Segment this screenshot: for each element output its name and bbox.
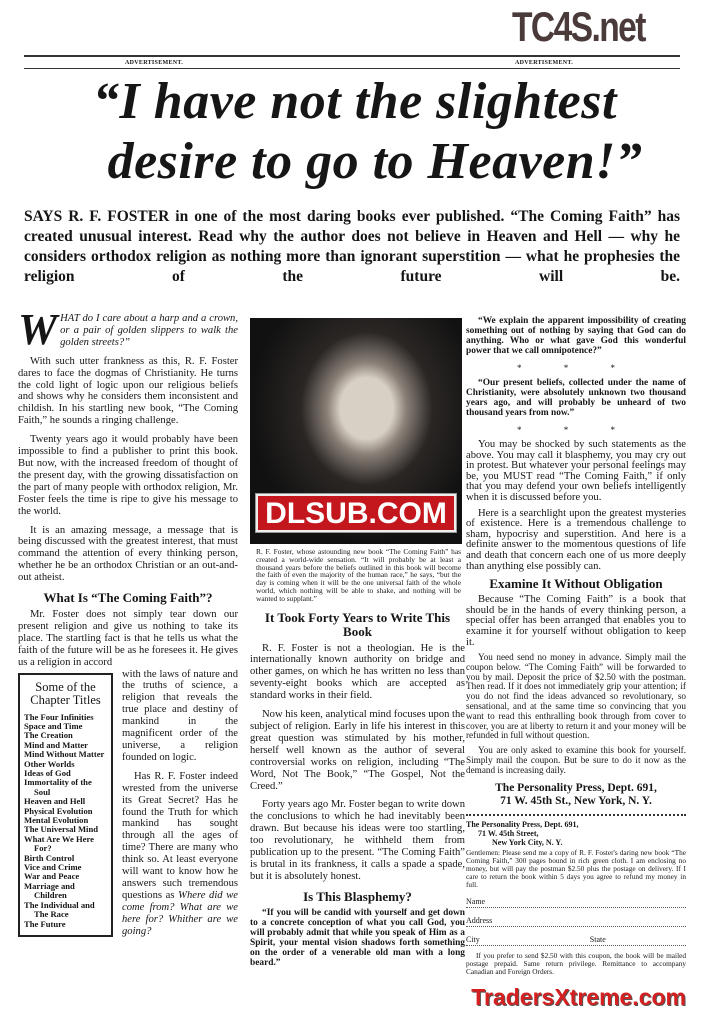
pull-quote: “Our present beliefs, collected under the name of Christianity, were absolutely unknown two thousand years ago, and will probably be unheard of two thousand years from now.” [466,378,686,418]
paragraph: You need send no money in advance. Simply mail the coupon below. “The Coming Faith” will be forwarded to you by mail. Deposit the price of $2.50 with the postman. Then read. If it does not immediately grip your attention; if you do not find the ideas advanced so revolutionary, so sensational, and at the same time so convincing that you want to read this enthralling book through from cover to cover, you are at liberty to return it and your money will be refunded in full without question. [466,652,686,741]
coupon-body: Gentlemen: Please send me a copy of R. F. Foster's daring new book “The Coming Faith,” 300 pages bound in rich green cloth. I am enclosing no money, but will pay the postman $2.50 plus the postage on delivery. If I care to return the book within 5 days you agree to refund my money in full. [466,847,686,889]
chapter-title: Marriage and Children [24,880,75,901]
section-heading: Is This Blasphemy? [303,888,412,904]
headline [20,72,690,192]
chapter-title: What Are We Here For? [24,833,94,854]
chapter-box-title: Some of the Chapter Titles [30,679,101,707]
headline-line: “I have not the slightest [93,73,617,130]
paragraph: It is an amazing message, a message that is being discussed with the greatest interest, that must command the attention of every thinking person, whether he be an orthodox Christian or an out-and-out atheist. [18,524,238,584]
chapter-title: The Universal Mind [24,824,99,835]
paragraph-text: Has R. F. Foster indeed wrested from the universe its Great Secret? Has he found the Truth for which mankind has sought through all the ages of time? There are many who think so. At least everyone will want to know how he answers such tremendous questions as [122,770,238,901]
intro: SAYS R. F. FOSTER in one of the most daring books ever published. “The Coming Faith” has created unusual interest. Read why the author does not believe in Heaven and Hell — why he considers orthodox religion as nothing more than ignorant superstition — what he prophesies the religion of the future will be. [24,208,680,285]
chapter-title: Heaven and Hell [24,796,86,807]
separator-stars: * * * [517,363,635,373]
paragraph: You may be shocked by such statements as the above. You may call it blasphemy, you may cry out in protest. But whatever your personal feelings may be, you MUST read “The Coming Faith,” if only that you may defend your own beliefs intelligently when it is discussed before you. [466,439,686,503]
publisher-address [466,782,686,808]
paragraph: Now his keen, analytical mind focuses upon the subject of religion. Early in life his interest in this great question was stimulated by his mother, herself well known as the author of several controversial works on religion, including “The Word, Not The Book,” “The Gospel, Not the Creed.” [250,709,465,792]
coupon-line: New York City, N. Y. [492,837,563,847]
author-portrait [250,318,462,544]
paragraph: Forty years ago Mr. Foster began to write down the conclusions to which he had inevitably been drawn. But because his ideas were too startling, too revolutionary, he withheld them from publication up to the present. “The Coming Faith” is brutal in its frankness, it calls a spade a spade, but it is absolutely honest. [250,799,465,882]
headline-line: desire to go to Heaven!” [107,133,643,190]
left-column [18,305,239,945]
section-heading: Examine It Without Obligation [489,576,663,592]
coupon-line: 71 W. 45th Street, [478,828,539,838]
publisher-line: 71 W. 45th St., New York, N. Y. [500,794,652,807]
lead-quote [18,305,238,354]
top-rule [24,55,680,57]
coupon-line: The Personality Press, Dept. 691, [466,819,579,829]
italic-questions: Where did we come from? What are we here for? Whither are we going? [122,889,239,937]
field-label: State [589,934,606,944]
paragraph: Here is a searchlight upon the greatest mysteries of existence. Here is a tremendous challenge to sham, hypocrisy and superstition. And here is a definite answer to the momentous questions of life and death that concern each one of us more deeply than anything else possibly can. [466,507,686,572]
name-field[interactable] [466,897,686,908]
paragraph: R. F. Foster is not a theologian. He is the internationally known authority on bridge and other games, on which he has written no less than seventy-eight books which are accepted as standard works in their field. [250,642,465,702]
paragraph: With such utter frankness as this, R. F. Foster dares to face the dogmas of Christianity. He turns the cold light of logic upon our religious beliefs and shows why he considers them inconsistent and childish. In his startling new book, “The Coming Faith,” he sounds a ringing challenge. [18,355,238,427]
top-rule-2 [24,68,680,69]
chapter-title: Other Worlds [24,758,75,769]
section-heading: It Took Forty Years to Write This Book [264,609,451,639]
chapter-title: Birth Control [24,852,75,863]
chapter-title: Vice and Crime [24,862,82,873]
advertisement-label: ADVERTISEMENT. [515,60,574,66]
field-label: City [466,934,480,944]
chapter-title: Space and Time [24,720,83,731]
pull-quote: “We explain the apparent impossibility of creating something out of nothing by saying that God can do anything. Who or what gave God this wonderful power that we call omnipotence?” [466,316,686,356]
paragraph: Mr. Foster does not simply tear down our present religion and give us nothing to take its place. The startling fact is that he tells us what the faith of the future will be as he foresees it. He gives us a religion in accord [18,609,238,668]
paragraph: with the laws of nature and the truths of science, a religion that reveals the true place and destiny of mankind in the magnificent order of the universe, a religion founded on logic. [122,668,238,763]
chapter-titles-box [18,673,113,937]
lead-text: HAT do I care about a harp and a crown, or a pair of golden slippers to walk the golden streets?” [60,313,238,348]
city-state-field[interactable] [466,935,686,946]
coupon-footer: If you prefer to send $2.50 with this coupon, the book will be mailed postage prepaid. Same return privilege. Remittance to accompany Canadian and Foreign Orders. [466,950,686,976]
chapter-title: The Creation [24,730,73,741]
chapter-title: The Four Infinities [24,711,94,722]
paragraph: You are only asked to examine this book for yourself. Simply mail the coupon. But be sure to do it now as the demand is increasing daily. [466,745,686,775]
chapter-title: Mental Evolution [24,815,89,826]
paragraph: Twenty years ago it would probably have been impossible to find a publisher to print this book. But now, with the increased freedom of thought of the present day, with the growing dissatisfaction on the part of many people with orthodox religion, Mr. Foster feels the time is ripe to give his message to the world. [18,434,238,517]
coupon-cut-line [466,814,686,816]
middle-column [250,318,465,975]
chapter-title: Physical Evolution [24,805,93,816]
chapter-title: Immortality of the Soul [24,777,92,797]
chapter-title: Mind and Matter [24,739,88,750]
field-label: Address [466,915,493,925]
chapter-list [24,713,107,929]
address-field[interactable] [466,916,686,927]
chapter-title: Mind Without Matter [24,749,105,760]
advertisement-label: ADVERTISEMENT. [125,60,184,66]
section-heading: What Is “The Coming Faith”? [43,590,213,606]
pull-quote: “If you will be candid with yourself and get down to a concrete conception of what you call God, you will probably admit that while you speak of Him as a Spirit, your mental vision shadows forth something on the order of a venerable old man with a long beard.” [250,907,465,968]
chapter-title: The Future [24,918,66,929]
watermark-logo-middle: DLSUB.COM [256,494,456,532]
publisher-line: The Personality Press, Dept. 691, [495,781,657,794]
chapter-title: Ideas of God [24,768,71,778]
chapter-title: War and Peace [24,871,80,882]
photo-caption: R. F. Foster, whose astounding new book “The Coming Faith” has created a world-wide sensation. “It will probably be at least a thousand years before the beliefs outlined in this book will become the faith of even the majority of the human race,” he says, “but the day is coming when it will be the one universal faith of the whole world, which nothing will be able to shake, and nothing will be wanted to supplant.” [256,547,461,603]
paragraph: Because “The Coming Faith” is a book that should be in the hands of every thinking person, a special offer has been arranged that enables you to examine it for yourself without obligation to keep it. [466,594,686,648]
separator-stars: * * * [517,425,635,435]
watermark-logo-bottom: TradersXtreme.com [471,983,686,1010]
field-label: Name [466,896,486,906]
drop-cap: W [18,305,58,354]
coupon-address [466,820,686,847]
watermark-logo-top: TC4S.net [512,3,645,50]
chapter-title: The Individual and The Race [24,899,95,920]
right-column [466,316,686,1010]
